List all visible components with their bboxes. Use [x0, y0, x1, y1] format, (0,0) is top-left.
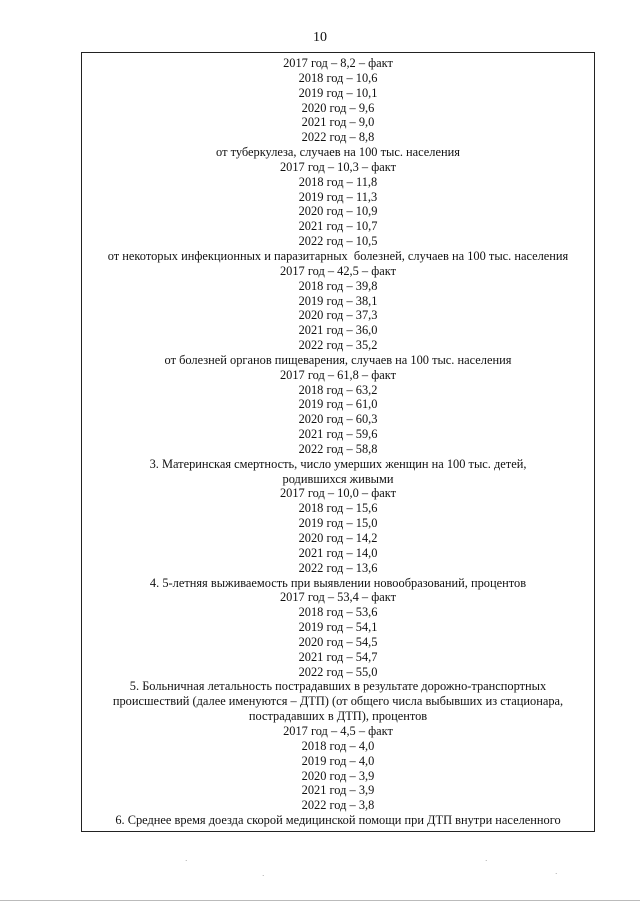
- document-line: 2018 год – 11,8: [298, 174, 378, 189]
- document-line: 2019 год – 10,1: [298, 85, 378, 100]
- document-line: 6. Среднее время доезда скорой медицинской помощи при ДТП внутри населенного: [115, 813, 561, 828]
- scan-speck: ·: [262, 872, 265, 880]
- document-line: 4. 5-летняя выживаемость при выявлении новообразований, процентов: [149, 575, 527, 590]
- document-line: 5. Больничная летальность пострадавших в результате дорожно-транспортных: [129, 679, 547, 694]
- document-line: происшествий (далее именуются – ДТП) (от общего числа выбывших из стационара,: [112, 694, 564, 709]
- scan-speck: ·: [485, 857, 488, 865]
- document-line: от некоторых инфекционных и паразитарных болезней, случаев на 100 тыс. населения: [107, 248, 569, 263]
- document-line: 2022 год – 3,8: [301, 798, 375, 813]
- document-line: 2017 год – 53,4 – факт: [279, 590, 397, 605]
- document-line: 2018 год – 63,2: [298, 382, 378, 397]
- document-line: пострадавших в ДТП), процентов: [248, 709, 428, 724]
- scan-speck: ·: [185, 857, 188, 865]
- document-line: 2018 год – 15,6: [298, 501, 378, 516]
- document-line: 2017 год – 8,2 – факт: [283, 56, 393, 70]
- document-line: 2018 год – 4,0: [301, 738, 375, 753]
- document-line: 2017 год – 10,3 – факт: [279, 159, 397, 174]
- document-line: 2019 год – 61,0: [298, 397, 378, 412]
- document-body: [81, 56, 595, 828]
- document-line: 2021 год – 36,0: [298, 323, 378, 338]
- document-line: 2020 год – 14,2: [298, 531, 378, 545]
- document-line: 2020 год – 60,3: [298, 412, 378, 427]
- document-line: 2021 год – 10,7: [298, 219, 378, 234]
- document-line: 2017 год – 61,8 – факт: [279, 367, 397, 382]
- document-line: 2022 год – 58,8: [298, 441, 378, 456]
- document-line: 2020 год – 3,9: [301, 768, 375, 783]
- document-line: 2019 год – 11,3: [298, 189, 378, 204]
- document-line: 2022 год – 10,5: [298, 234, 378, 249]
- document-line: 2017 год – 42,5 – факт: [279, 263, 397, 278]
- document-line: 2019 год – 15,0: [298, 516, 378, 531]
- document-line: 2017 год – 10,0 – факт: [279, 486, 397, 501]
- document-line: 2017 год – 4,5 – факт: [283, 723, 393, 738]
- scan-speck: ·: [555, 870, 558, 878]
- document-line: 2019 год – 4,0: [301, 753, 375, 768]
- document-line: 2022 год – 8,8: [301, 130, 375, 145]
- page-edge: [0, 900, 640, 901]
- document-line: родившихся живыми: [282, 471, 394, 486]
- document-line: 2020 год – 54,5: [298, 634, 378, 649]
- document-line: 2022 год – 55,0: [298, 664, 378, 679]
- document-line: от болезней органов пищеварения, случаев на 100 тыс. населения: [164, 352, 512, 367]
- document-line: 3. Материнская смертность, число умерших женщин на 100 тыс. детей,: [149, 456, 527, 471]
- document-line: 2020 год – 9,6: [301, 100, 375, 115]
- document-line: 2020 год – 10,9: [298, 204, 378, 219]
- document-line: 2020 год – 37,3: [298, 308, 378, 323]
- document-line: от туберкулеза, случаев на 100 тыс. населения: [216, 145, 460, 160]
- document-line: 2018 год – 39,8: [298, 278, 378, 293]
- document-line: 2022 год – 13,6: [298, 560, 378, 575]
- document-line: 2018 год – 10,6: [298, 70, 378, 85]
- document-line: 2019 год – 38,1: [298, 293, 378, 308]
- page-number: 10: [313, 30, 327, 45]
- document-line: 2021 год – 14,0: [298, 545, 378, 560]
- document-line: 2019 год – 54,1: [298, 620, 378, 635]
- document-line: 2021 год – 54,7: [298, 649, 378, 664]
- document-line: 2021 год – 9,0: [301, 115, 375, 130]
- document-line: 2021 год – 3,9: [301, 783, 375, 798]
- document-line: 2018 год – 53,6: [298, 605, 378, 620]
- document-line: 2022 год – 35,2: [298, 338, 378, 353]
- document-line: 2021 год – 59,6: [298, 427, 378, 442]
